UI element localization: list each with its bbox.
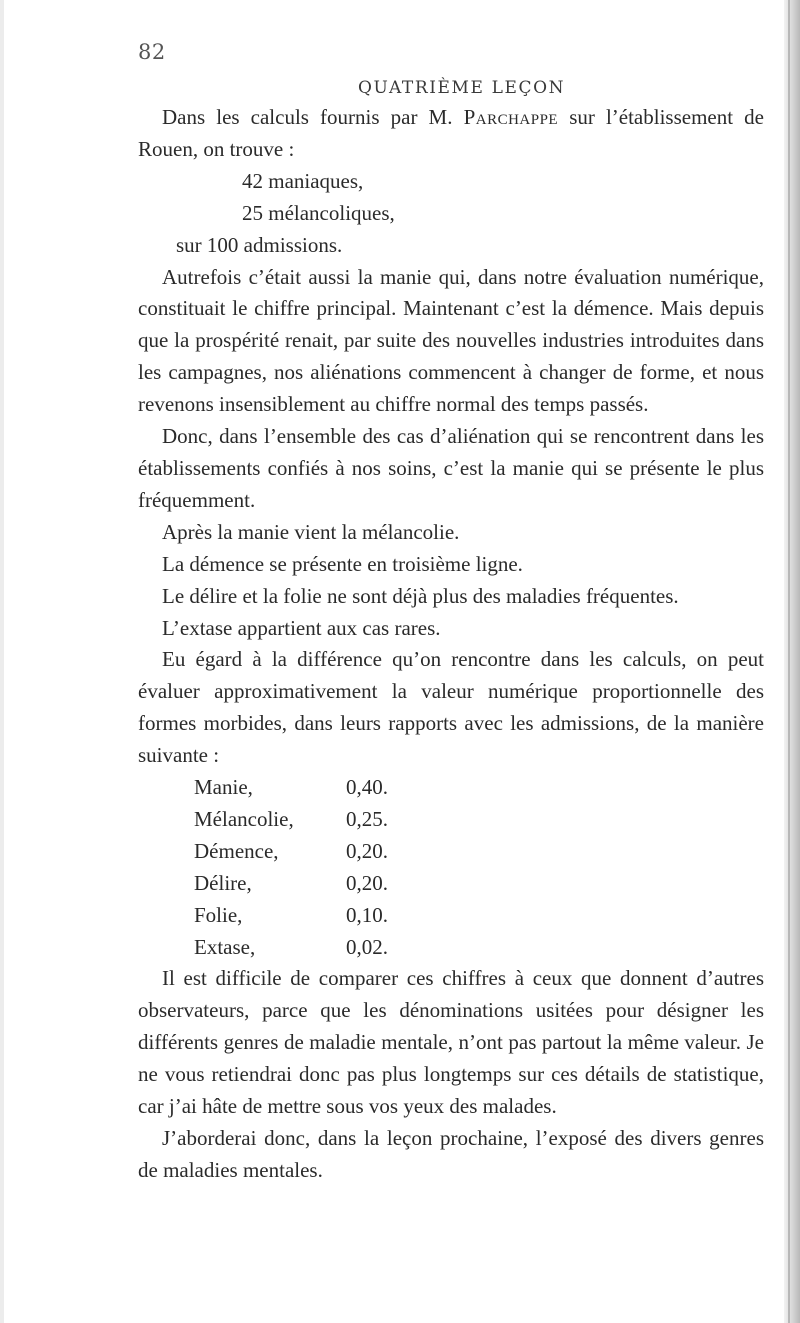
paragraph-delire: Le délire et la folie ne sont déjà plus des maladies fréquentes. [162, 583, 679, 608]
paragraph-difficile: Il est difficile de comparer ces chiffres à ceux que donnent d’autres observateurs, parce que les dénominations usitées pour désigner les différents genres de maladie mentale, n’ont pas partout la même valeur. Je ne vous retiendrai donc pas plus longtemps sur ces détails de statistique, car j’ai hâte de mettre sous vos yeux des malades. [138, 966, 764, 1119]
book-spine-edge [784, 0, 800, 1323]
table-row [194, 772, 388, 804]
form-value: 0,20. [346, 870, 388, 895]
admissions-item: 25 mélancoliques, [242, 200, 395, 225]
form-value: 0,25. [346, 806, 388, 831]
author-name: Parchappe [463, 105, 559, 129]
table-row [194, 932, 388, 964]
table-row [194, 868, 388, 900]
table-row [194, 836, 388, 868]
form-label: Démence, [194, 838, 279, 863]
body-text [138, 102, 764, 1187]
form-label: Folie, [194, 902, 243, 927]
paragraph-melancolie: Après la manie vient la mélancolie. [162, 519, 460, 544]
admissions-total: sur 100 admissions. [176, 232, 343, 257]
paragraph-extase: L’extase appartient aux cas rares. [162, 615, 441, 640]
intro-text-start: Dans les calculs fournis par M. [162, 105, 464, 129]
admissions-item: 42 maniaques, [242, 168, 364, 193]
spine-shadow-line [788, 0, 790, 1323]
intro-text-end: sur l’établissement de Rouen, on trouve : [138, 105, 764, 161]
paragraph-autrefois: Autrefois c’était aussi la manie qui, dans notre évaluation numérique, constituait le chiffre principal. Maintenant c’est la démence. Mais depuis que la prospérité renait, par suite des nouvelles industries introduites dans les campagnes, nos aliénations commencent à changer de forme, et nous revenons insensiblement au chiffre normal des temps passés. [138, 264, 764, 417]
proportion-table [194, 772, 388, 963]
paragraph-eu-egard: Eu égard à la différence qu’on rencontre dans les calculs, on peut évaluer approximativement la valeur numérique proportionnelle des formes morbides, dans leurs rapports avec les admissions, de la manière suivante : [138, 647, 764, 768]
intro-paragraph [138, 102, 764, 166]
form-label: Manie, [194, 775, 253, 800]
form-value: 0,20. [346, 838, 388, 863]
paragraph-demence: La démence se présente en troisième ligne. [162, 551, 523, 576]
form-value: 0,40. [346, 775, 388, 800]
table-row [194, 900, 388, 932]
page-left-edge [0, 0, 4, 1323]
paragraph-donc: Donc, dans l’ensemble des cas d’aliénation qui se rencontrent dans les établissements confiés à nos soins, c’est la manie qui se présente le plus fréquemment. [138, 424, 764, 512]
form-label: Extase, [194, 934, 256, 959]
form-value: 0,02. [346, 934, 388, 959]
paragraph-conclusion: J’aborderai donc, dans la leçon prochaine, l’exposé des divers genres de maladies mentales. [138, 1126, 764, 1182]
form-value: 0,10. [346, 902, 388, 927]
form-label: Mélancolie, [194, 806, 294, 831]
table-row [194, 804, 388, 836]
form-label: Délire, [194, 870, 252, 895]
page-number: 82 [138, 40, 166, 64]
running-head: QUATRIÈME LEÇON [358, 78, 566, 98]
